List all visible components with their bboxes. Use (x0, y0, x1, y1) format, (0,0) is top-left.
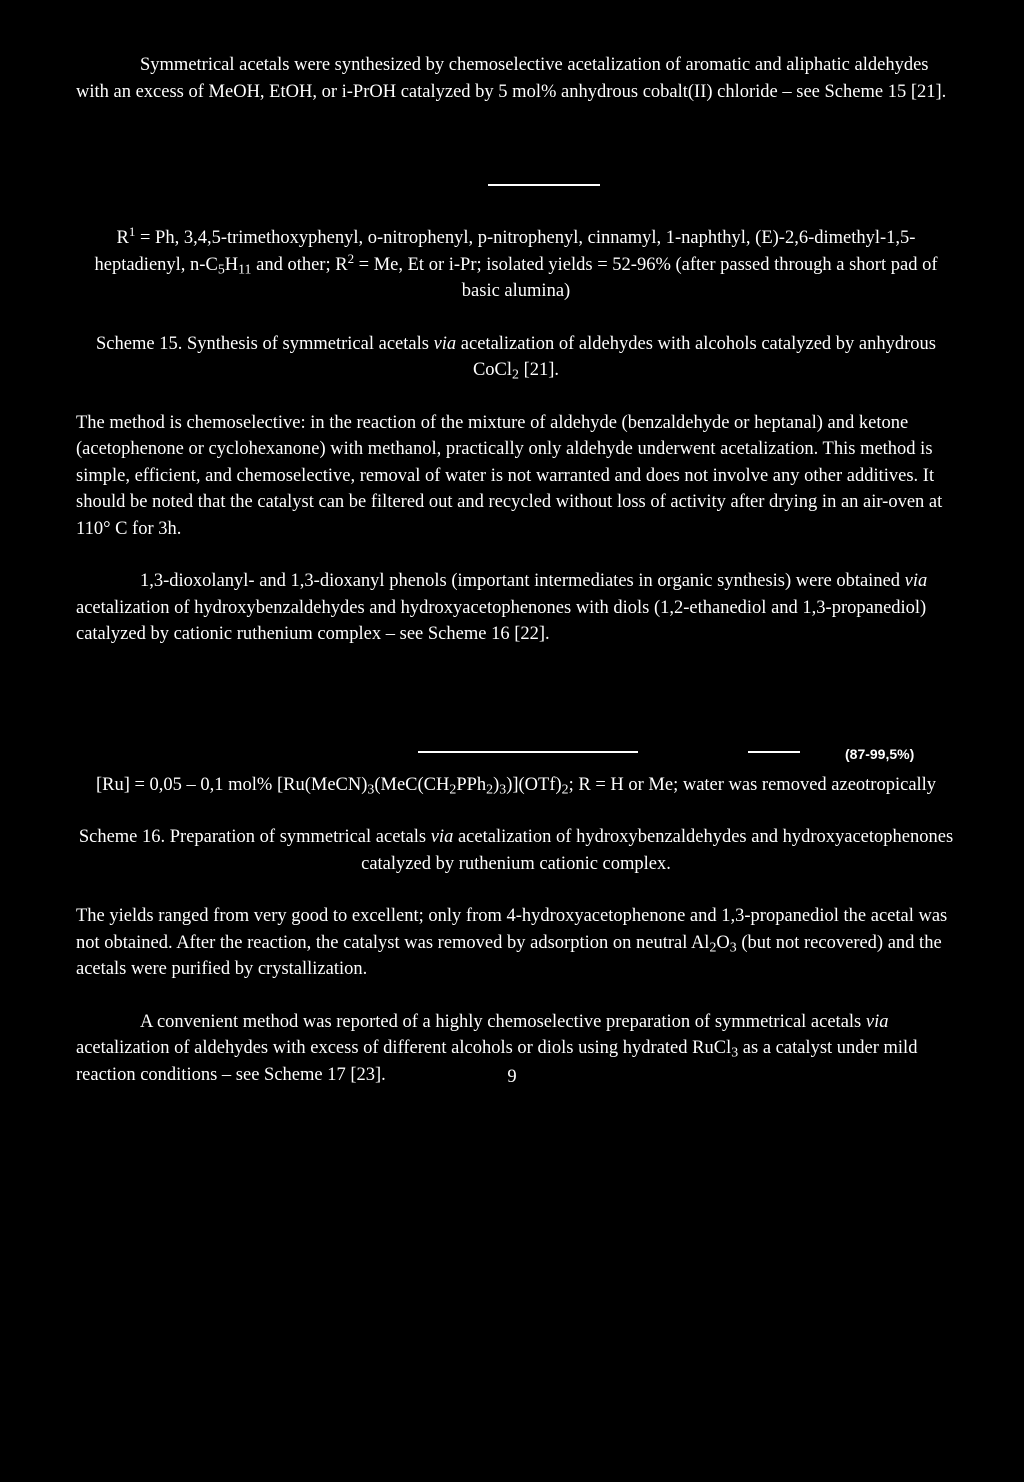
paragraph-chemoselective: The method is chemoselective: in the reaction of the mixture of aldehyde (benzaldehyde or heptanal) and ketone (acetophenone or cyclohexanone) with methanol, practically only aldehyde underwent acetalization. This method is simple, efficient, and chemoselective, removal of water is not warranted and does not involve any other additives. It should be noted that the catalyst can be filtered out and recycled without loss of activity after drying in an air-oven at 110° C for 3h. (76, 412, 943, 539)
scheme15-caption: Scheme 15. Synthesis of symmetrical acetals via acetalization of aldehydes with alcohols catalyzed by anhydrous CoCl$_2$ [21]. (96, 333, 936, 383)
scheme16-yield: (87-99,5%) (845, 746, 915, 762)
scheme15-conditions: $R^1 = Ph$, 3,4,5-trimethoxyphenyl, o-nitrophenyl, p-nitrophenyl, cinnamyl, 1-naphthyl, (E)-2,6-dimethyl-1,5-heptadienyl, $n-C_5H_{11}$ and other; $R^2 = Me$, Et or i-Pr; isolated yields = 52-96% (after passed through a short pad of basic alumina) (94, 223, 938, 301)
scheme16-caption: Scheme 16. Preparation of symmetrical acetals via acetalization of hydroxybenzaldehydes and hydroxyacetophenones catalyzed by ruthenium cationic complex. (78, 827, 954, 874)
page-content (76, 52, 956, 1088)
paragraph-dioxolanyl: 1,3-dioxolanyl- and 1,3-dioxanyl phenols (important intermediates in organic synthesis) were obtained via acetalization of hydroxybenzaldehydes and hydroxyacetophenones with diols (1,2-ethanediol and 1,3-propanediol) catalyzed by cationic ruthenium complex – see Scheme 16 [22]. (76, 571, 928, 644)
paragraph-intro: Symmetrical acetals were synthesized by chemoselective acetalization of aromatic and aliphatic aldehydes with an excess of MeOH, EtOH, or i-PrOH catalyzed by 5 mol% anhydrous cobalt(II) chloride – see Scheme 15 [21]. (76, 55, 947, 102)
page-number: 9 (507, 1067, 517, 1087)
paragraph-convenient-method: A convenient method was reported of a highly chemoselective preparation of symmetrical acetals via acetalization of aldehydes with excess of different alcohols or diols using hydrated RuCl$_3$ as a catalyst under mild reaction conditions – see Scheme 17 [23]. (76, 1011, 918, 1085)
paragraph-yields: The yields ranged from very good to excellent; only from 4-hydroxyacetophenone and 1,3-propanediol the acetal was not obtained. After the reaction, the catalyst was removed by adsorption on neutral $Al_2O_3$ (but not recovered) and the acetals were purified by crystallization. (76, 906, 948, 979)
scheme15-arrow-line (488, 184, 600, 186)
scheme16-arrow-line-1 (418, 751, 638, 753)
scheme16-arrow-line-2 (748, 751, 800, 753)
scheme16-conditions: [Ru] = 0,05 – 0,1 mol% $[Ru(MeCN)_3(MeC(CH_2PPh_2)_3)](OTf)_2$; R = H or Me; water was removed azeotropically (95, 774, 937, 797)
